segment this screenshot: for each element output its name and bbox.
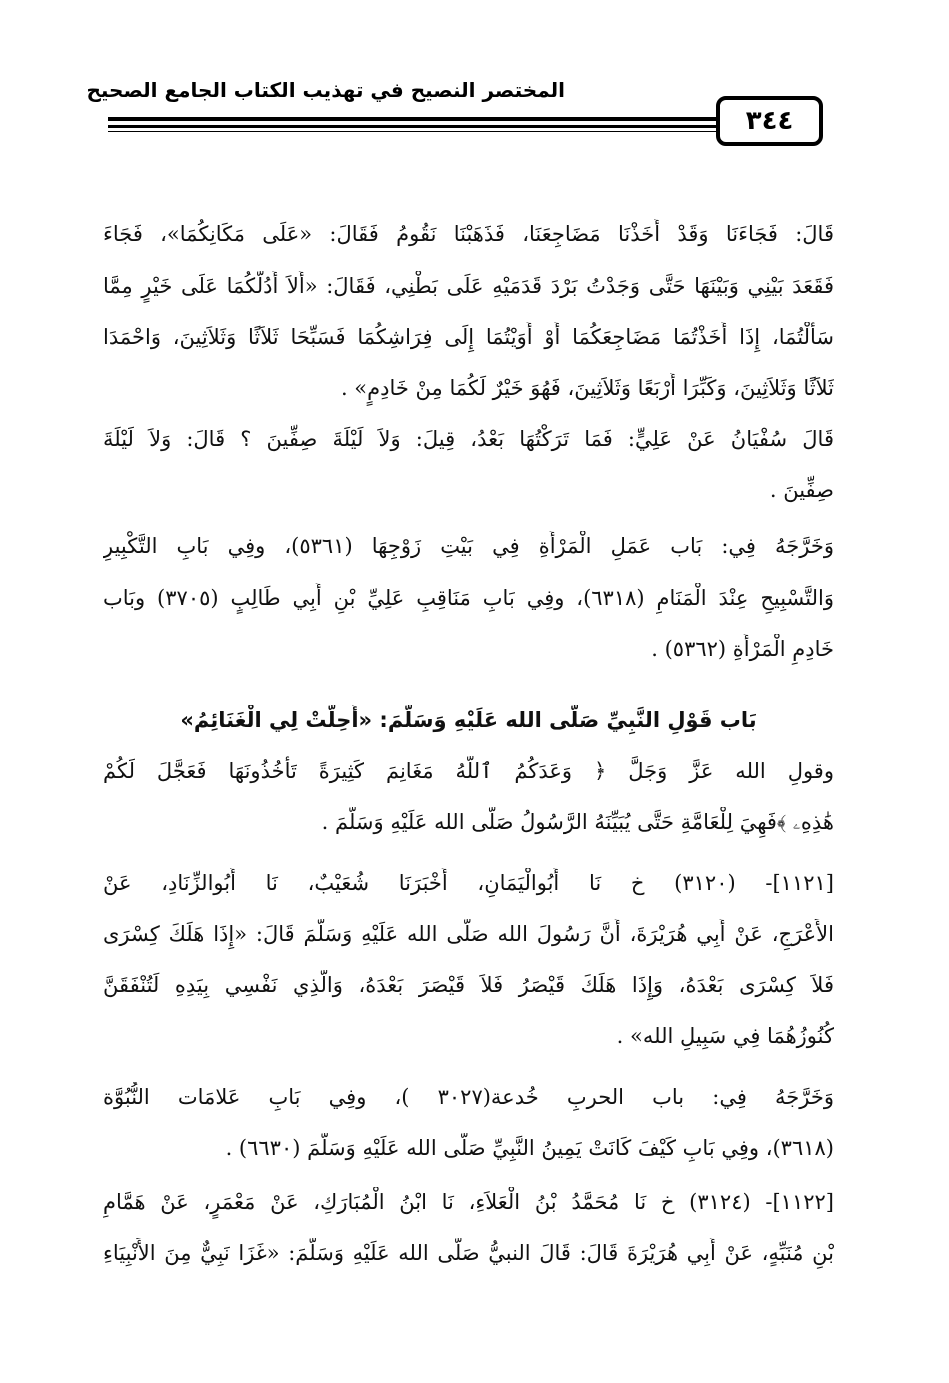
text-line: قَالَ: فَجَاءَنَا وَقَدْ أَخَذْنَا مَضَاجِعَنَا، فَذَهَبْنَا نَقُومُ فَقَالَ: «عَلَى مَكَانِكُمَا»، فَجَاءَ xyxy=(103,222,834,246)
text-line: قَالَ سُفْيَانُ عَنْ عَلِيٍّ: فَمَا تَرَكْتُهَا بَعْدُ، قِيلَ: وَلاَ لَيْلَةَ صِفِّينَ ؟ قَالَ: وَلاَ لَيْلَةَ xyxy=(103,427,834,451)
text-line: وَخَرَّجَهُ فِي: باب الحربِ خُدعة(٣٠٢٧ )، وفِي بَابِ عَلامَات النُّبُوَّة xyxy=(103,1085,834,1109)
text-line: (٣٦١٨)، وفِي بَابِ كَيْفَ كَانَتْ يَمِينُ النَّبِيِّ صَلَّى الله عَلَيْهِ وَسَلَّمَ (٦٦٣٠) . xyxy=(225,1136,834,1160)
text-line: هَٰذِهِۦ ﴾فَهِيَ لِلْعَامَّةِ حَتَّى يُبَيِّنَهُ الرَّسُولُ صَلَّى الله عَلَيْهِ وَسَلَّمَ . xyxy=(321,810,834,834)
text-line: الأَعْرَجِ، عَنْ أَبِي هُرَيْرَةَ، أَنَّ رَسُولَ الله صَلَّى الله عَلَيْهِ وَسَلَّمَ قَالَ: «إِذَا هَلَكَ كِسْرَى xyxy=(103,922,834,946)
text-line: [١١٢١]- (٣١٢٠) خ نَا أَبُوالْيَمَانِ، أَخْبَرَنَا شُعَيْبٌ، نَا أَبُوالزِّنَادِ، عَنْ xyxy=(103,871,834,895)
text-line: وَالتَّسْبِيحِ عِنْدَ الْمَنَامِ (٦٣١٨)، وفِي بَابِ مَنَاقِبِ عَلِيِّ بْنِ أَبِي طَالِبٍ (٣٧٠٥) وبَاب xyxy=(103,586,834,610)
text-line: فَلاَ كِسْرَى بَعْدَهُ، وَإِذَا هَلَكَ قَيْصَرُ فَلاَ قَيْصَرَ بَعْدَهُ، وَالَّذِي نَفْسِي بِيَدِهِ لَتُنْفَقَنَّ xyxy=(103,973,834,997)
page-number: ٣٤٤ xyxy=(716,96,823,146)
running-header-title: المختصر النصيح في تهذيب الكتاب الجامع الصحيح xyxy=(86,78,565,102)
chapter-heading: بَاب قَوْلِ النَّبِيِّ صَلَّى الله عَلَيْهِ وَسَلَّمَ: «أُحِلَّتْ لِي الْغَنَائِمُ» xyxy=(180,708,757,732)
text-line: خَادِمِ الْمَرْأَةِ (٥٣٦٢) . xyxy=(651,637,834,661)
text-line: وقولِ الله عَزَّ وَجَلَّ ﴿ وَعَدَكُمُ ٱللَّهُ مَغَانِمَ كَثِيرَةً تَأْخُذُونَهَا فَعَجَّلَ لَكُمْ xyxy=(103,759,834,783)
text-line: بْنِ مُنَبِّهٍ، عَنْ أَبِي هُرَيْرَةَ قَالَ: قَالَ النبيُّ صَلَّى الله عَلَيْهِ وَسَلَّمَ: «غَزَا نَبِيٌّ مِنَ الأَنْبِيَاءِ xyxy=(103,1241,834,1265)
text-line: وَخَرَّجَهُ فِي: بَاب عَمَلِ الْمَرْأَةِ فِي بَيْتِ زَوْجِهَا (٥٣٦١)، وفِي بَابِ التَّكْبِيرِ xyxy=(103,534,834,558)
text-line: سَأَلْتُمَا، إِذَا أَخَذْتُمَا مَضَاجِعَكُمَا أَوْ أَوَيْتُمَا إِلَى فِرَاشِكُمَا فَسَبِّحَا ثَلاَثًا وَثَلاَثِينَ، وَاحْمَدَا xyxy=(103,325,834,349)
text-line: كُنُوزُهُمَا فِي سَبِيلِ الله» . xyxy=(616,1024,834,1048)
text-line: صِفِّينَ . xyxy=(769,478,834,502)
text-line: ثَلاَثًا وَثَلاَثِينَ، وَكَبِّرَا أَرْبَعًا وَثَلاَثِينَ، فَهُوَ خَيْرٌ لَكُمَا مِنْ خَادِمٍ» . xyxy=(340,376,834,400)
header-rule xyxy=(108,131,716,132)
header-rule xyxy=(108,117,716,121)
text-line: فَقَعَدَ بَيْنِي وَبَيْنَهَا حَتَّى وَجَدْتُ بَرْدَ قَدَمَيْهِ عَلَى بَطْنِي، فَقَالَ: «أَلاَ أَدُلُّكُمَا عَلَى خَيْرٍ مِمَّا xyxy=(103,274,834,298)
header-rule xyxy=(108,125,716,128)
text-line: [١١٢٢]- (٣١٢٤) خ نَا مُحَمَّدُ بْنُ الْعَلاَءِ، نَا ابْنُ الْمُبَارَكِ، عَنْ مَعْمَرٍ، عَنْ هَمَّامِ xyxy=(103,1190,834,1214)
